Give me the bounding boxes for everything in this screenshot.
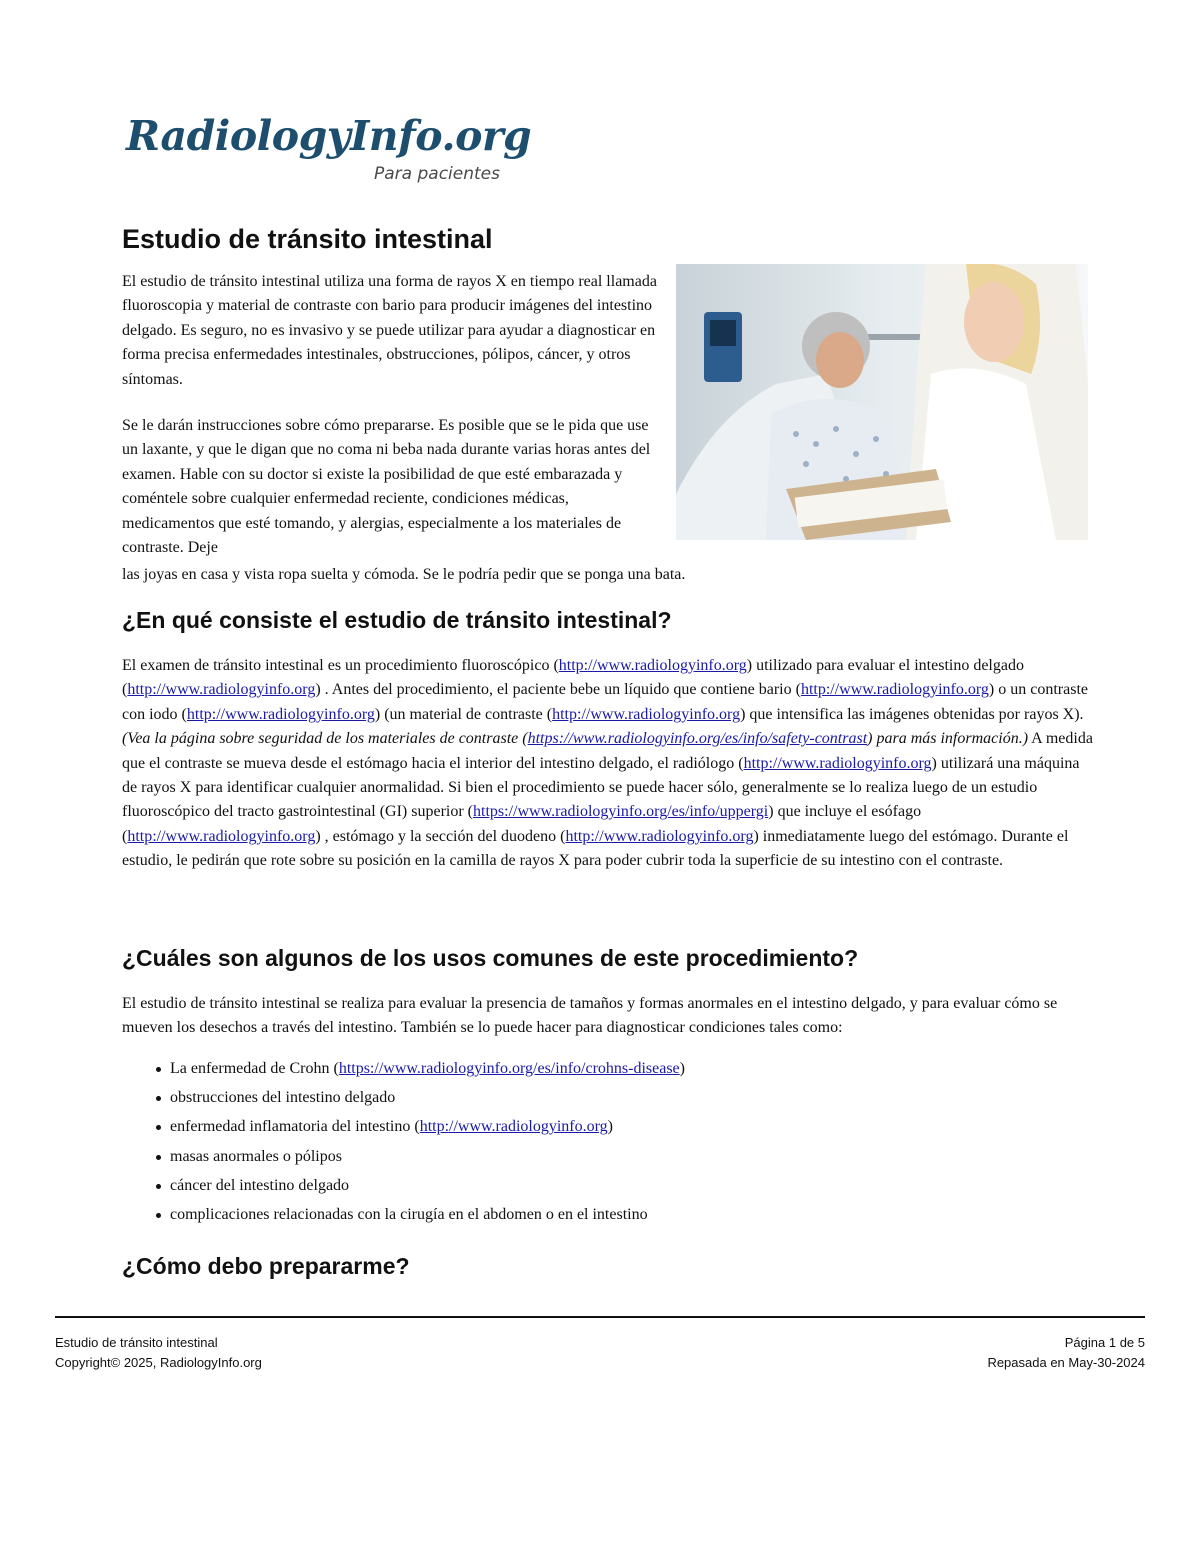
section2-intro: El estudio de tránsito intestinal se realiza para evaluar la presencia de tamaños y formas anormales en el intestino delgado, y para evaluar cómo se mueven los desechos a través del intestino. También se lo puede hacer para diagnosticar condiciones tales como:	[122, 995, 1058, 1037]
link-upper-gi[interactable]: https://www.radiologyinfo.org/es/info/uppergi	[473, 803, 769, 821]
link-esophagus[interactable]: http://www.radiologyinfo.org	[127, 827, 316, 845]
list-item: enfermedad inflamatoria del intestino (http://www.radiologyinfo.org)	[152, 1115, 685, 1144]
footer-page-number: Página 1 de 5	[1064, 1335, 1145, 1350]
list-item: masas anormales o pólipos	[152, 1145, 685, 1174]
link-barium[interactable]: http://www.radiologyinfo.org	[800, 681, 989, 699]
logo-wordmark: RadiologyInfo.org	[126, 112, 532, 160]
list-item: cáncer del intestino delgado	[152, 1174, 685, 1203]
list-item: obstrucciones del intestino delgado	[152, 1086, 685, 1115]
link-duodenum[interactable]: http://www.radiologyinfo.org	[565, 827, 754, 845]
section-heading-common-uses: ¿Cuáles son algunos de los usos comunes de este procedimiento?	[122, 945, 859, 971]
page-title: Estudio de tránsito intestinal	[122, 224, 493, 254]
intro-paragraph-1: El estudio de tránsito intestinal utiliza una forma de rayos X en tiempo real llamada fluoroscopia y material de contraste con bario para producir imágenes del intestino delgado. Es seguro, no es invasivo y se puede utilizar para ayudar a diagnosticar en forma precisa enfermedades intestinales, obstrucciones, pólipos, cáncer, y otros síntomas.	[122, 273, 657, 388]
section-heading-preparation: ¿Cómo debo prepararme?	[122, 1253, 410, 1279]
list-item: La enfermedad de Crohn (https://www.radiologyinfo.org/es/info/crohns-disease)	[152, 1057, 685, 1086]
section-heading-what-is: ¿En qué consiste el estudio de tránsito intestinal?	[122, 607, 672, 633]
link-radiologist[interactable]: http://www.radiologyinfo.org	[743, 754, 932, 772]
link-safety-contrast[interactable]: https://www.radiologyinfo.org/es/info/safety-contrast	[527, 730, 868, 748]
footer-copyright: Copyright© 2025, RadiologyInfo.org	[55, 1355, 262, 1370]
logo-tagline: Para pacientes	[374, 164, 500, 184]
footer-divider	[55, 1316, 1145, 1318]
radiologyinfo-logo[interactable]	[126, 112, 532, 192]
link-small-intestine[interactable]: http://www.radiologyinfo.org	[127, 681, 316, 699]
footer-title: Estudio de tránsito intestinal	[55, 1335, 218, 1350]
list-item: complicaciones relacionadas con la cirugía en el abdomen o en el intestino	[152, 1203, 685, 1232]
intro-paragraph-2: Se le darán instrucciones sobre cómo prepararse. Es posible que se le pida que use un laxante, y que le digan que no coma ni beba nada durante varias horas antes del examen. Hable con su doctor si existe la posibilidad de que esté embarazada y coméntele sobre cualquier enfermedad reciente, condiciones médicas, medicamentos que esté tomando, y alergias, especialmente a los materiales de contraste. Deje	[122, 417, 651, 557]
uses-list	[152, 1057, 685, 1232]
intro-paragraph-2-end: las joyas en casa y vista ropa suelta y cómoda. Se le podría pedir que se ponga una bata.	[122, 566, 686, 583]
link-iodine[interactable]: http://www.radiologyinfo.org	[186, 705, 375, 723]
link-ibd[interactable]: http://www.radiologyinfo.org	[419, 1118, 608, 1136]
link-contrast-material[interactable]: http://www.radiologyinfo.org	[552, 705, 741, 723]
link-fluoroscopy[interactable]: http://www.radiologyinfo.org	[558, 657, 747, 674]
footer-review-date: Repasada en May-30-2024	[987, 1355, 1145, 1370]
section1-paragraph: El examen de tránsito intestinal es un procedimiento fluoroscópico (http://www.radiologyinfo.org) utilizado para evaluar el intestino delgado (http://www.radiologyinfo.org) . Antes del procedimiento, el paciente bebe un líquido que contiene bario (http://www.radiologyinfo.org) o un contraste con iodo (http://www.radiologyinfo.org) (un material de contraste (http://www.radiologyinfo.org) que intensifica las imágenes obtenidas por rayos X). (Vea la página sobre seguridad de los materiales de contraste (https://www.radiologyinfo.org/es/info/safety-contrast) para más información.) A medida que el contraste se mueva desde el estómago hacia el interior del intestino delgado, el radiólogo (http://www.radiologyinfo.org) utilizará una máquina de rayos X para identificar cualquier anormalidad. Si bien el procedimiento se puede hacer sólo, generalmente se lo realiza luego de un estudio fluoroscópico del tracto gastrointestinal (GI) superior (https://www.radiologyinfo.org/es/info/uppergi) que incluye el esófago (http://www.radiologyinfo.org) , estómago y la sección del duodeno (http://www.radiologyinfo.org) inmediatamente luego del estómago. Durante el estudio, le pedirán que rote sobre su posición en la camilla de rayos X para poder cubrir toda la superficie de su intestino con el contraste.	[122, 657, 1093, 870]
patient-nurse-photo	[676, 264, 1088, 540]
link-crohns-disease[interactable]: https://www.radiologyinfo.org/es/info/crohns-disease	[338, 1060, 680, 1077]
